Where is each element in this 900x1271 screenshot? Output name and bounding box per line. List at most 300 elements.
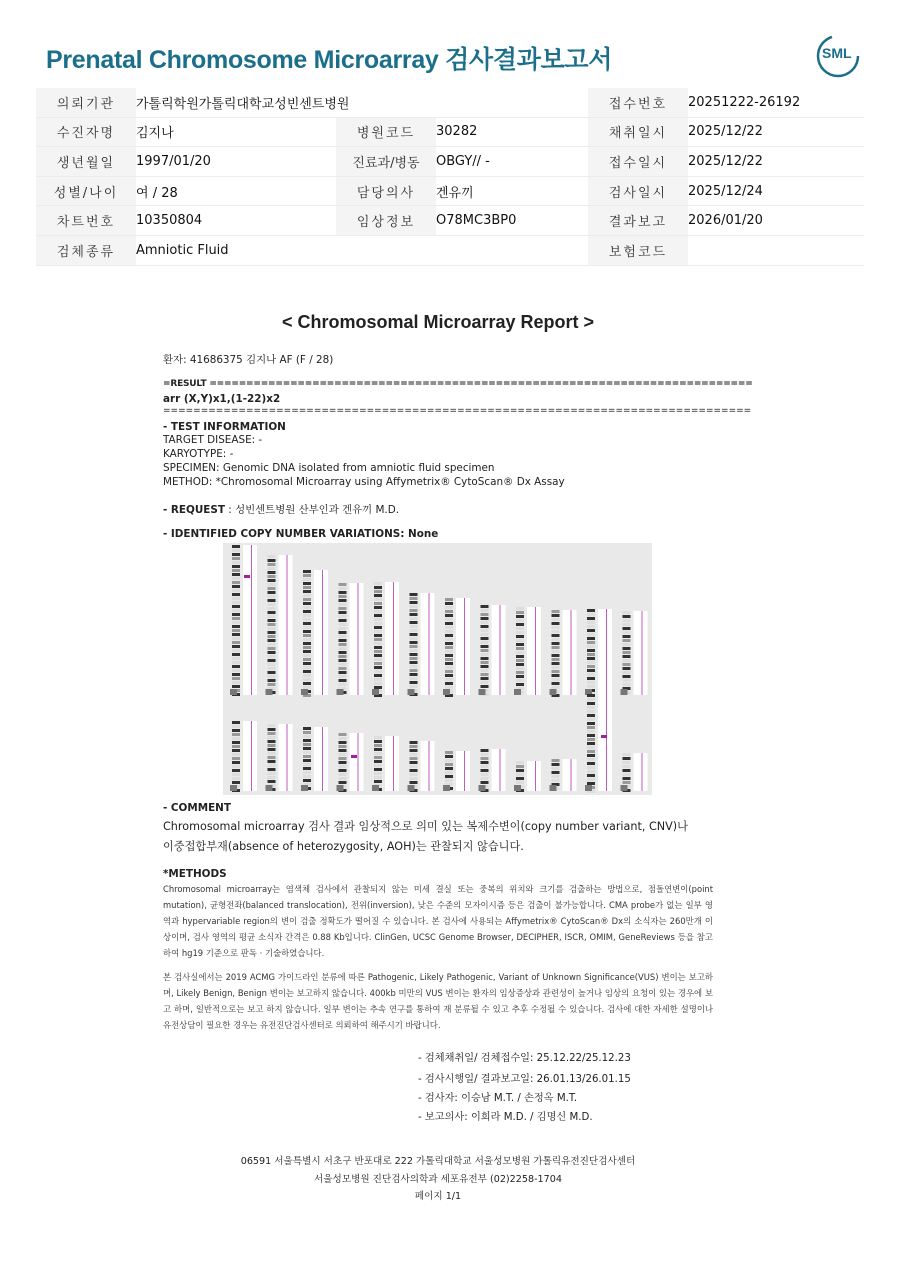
chromosome-track-bg bbox=[421, 741, 435, 791]
chromosome-track-bg bbox=[279, 555, 293, 695]
chromosome-band bbox=[552, 622, 560, 625]
chromosome-band bbox=[623, 615, 631, 618]
chromosome-band bbox=[268, 756, 276, 759]
chromosome-band bbox=[516, 627, 524, 630]
chromosome-band bbox=[587, 617, 595, 620]
copy-number-line bbox=[393, 736, 394, 791]
chromosome-band bbox=[232, 685, 240, 688]
chromosome-band bbox=[516, 683, 524, 686]
copy-number-line bbox=[393, 582, 394, 695]
chromosome-band bbox=[481, 753, 489, 756]
chromosome-band bbox=[303, 755, 311, 758]
copy-number-line bbox=[535, 761, 536, 791]
chromosome-band bbox=[232, 733, 240, 736]
chromosome-band bbox=[445, 618, 453, 621]
target-disease: TARGET DISEASE: - bbox=[163, 434, 263, 446]
chromosome-band bbox=[374, 610, 382, 613]
chromosome-band bbox=[587, 609, 595, 612]
chromosome-band bbox=[339, 595, 347, 598]
copy-number-line bbox=[251, 545, 252, 695]
copy-number-line bbox=[642, 611, 643, 695]
chromosome-band bbox=[587, 746, 595, 749]
chromosome-band bbox=[232, 673, 240, 676]
chromosome-band bbox=[374, 658, 382, 661]
clinical-label: 임상정보 bbox=[336, 206, 436, 236]
chromosome-band bbox=[445, 763, 453, 766]
chromosome-band bbox=[374, 682, 382, 685]
chromosome-band bbox=[232, 749, 240, 752]
chromosome-band bbox=[303, 574, 311, 577]
chromosome-band bbox=[410, 645, 418, 648]
chromosome-band bbox=[303, 751, 311, 754]
chromosome-band bbox=[303, 638, 311, 641]
chromosome-band bbox=[587, 726, 595, 729]
chromosome-band bbox=[374, 744, 382, 747]
chromosome-track-bg bbox=[527, 761, 541, 791]
chromosome-band bbox=[623, 675, 631, 678]
chromosome-band bbox=[303, 686, 311, 689]
copy-number-line bbox=[606, 694, 607, 791]
chromosome-band bbox=[303, 670, 311, 673]
chart-no-label: 차트번호 bbox=[36, 206, 136, 236]
chromosome-band bbox=[623, 781, 631, 784]
chromosome-band bbox=[587, 750, 595, 753]
receipt-no-value: 20251222-26192 bbox=[688, 88, 864, 117]
chromosome-band bbox=[552, 662, 560, 665]
chromosome-band bbox=[268, 683, 276, 686]
chromosome-track-bg bbox=[598, 694, 612, 791]
chromosome-band bbox=[481, 653, 489, 656]
chromosome-band bbox=[587, 629, 595, 632]
chromosome-band bbox=[268, 635, 276, 638]
karyotype: KARYOTYPE: - bbox=[163, 448, 234, 460]
chromosome-band bbox=[623, 659, 631, 662]
copy-number-line bbox=[464, 751, 465, 791]
chromosome-band bbox=[552, 763, 560, 766]
footer-lab: 서울성모병원 진단검사의학과 세포유전부 (02)2258-1704 bbox=[314, 1174, 562, 1185]
chromosome-band bbox=[552, 618, 560, 621]
chromosome-band bbox=[410, 661, 418, 664]
chromosome-band bbox=[587, 669, 595, 672]
chromosome-label-box bbox=[372, 785, 379, 791]
dept-label: 진료과/병동 bbox=[336, 147, 436, 177]
chromosome-band bbox=[481, 613, 489, 616]
chromosome-band bbox=[374, 634, 382, 637]
sex-age-value: 여 / 28 bbox=[136, 176, 336, 206]
comment-line-2: 이중접합부재(absence of heterozygosity, AOH)는 관찰되지 않습니다. bbox=[163, 840, 524, 853]
chromosome-label-box bbox=[550, 785, 557, 791]
chromosome-band bbox=[587, 710, 595, 713]
chromosome-track-bg bbox=[563, 759, 577, 791]
chromosome-band bbox=[587, 734, 595, 737]
chromosome-band bbox=[623, 651, 631, 654]
chromosome-band bbox=[339, 627, 347, 630]
chromosome-band bbox=[587, 677, 595, 680]
chromosome-label-box bbox=[514, 785, 521, 791]
chromosome-band bbox=[303, 570, 311, 573]
chromosome-band bbox=[445, 662, 453, 665]
chromosome-band bbox=[623, 765, 631, 768]
chromosome-band bbox=[552, 614, 560, 617]
chromosome-band bbox=[303, 626, 311, 629]
chromosome-band bbox=[587, 657, 595, 660]
collect-date-value: 2025/12/22 bbox=[688, 117, 864, 147]
chromosome-band bbox=[268, 579, 276, 582]
chromosome-band bbox=[232, 745, 240, 748]
receipt-no-label: 접수번호 bbox=[588, 88, 688, 117]
specimen-label: 검체종류 bbox=[36, 235, 136, 265]
chromosome-track-bg bbox=[456, 751, 470, 791]
copy-number-line bbox=[500, 605, 501, 695]
chromosome-band bbox=[303, 602, 311, 605]
chromosome-band bbox=[516, 663, 524, 666]
chromosome-band bbox=[410, 625, 418, 628]
chromosome-band bbox=[481, 605, 489, 608]
chromosome-band bbox=[516, 619, 524, 622]
chromosome-band bbox=[232, 761, 240, 764]
chromosome-band bbox=[587, 714, 595, 717]
chromosome-band bbox=[445, 654, 453, 657]
chromosome-band bbox=[445, 598, 453, 601]
chromosome-band bbox=[481, 649, 489, 652]
chromosome-band bbox=[481, 629, 489, 632]
chromosome-band bbox=[339, 647, 347, 650]
comment-heading: - COMMENT bbox=[163, 802, 231, 814]
chromosome-band bbox=[268, 780, 276, 783]
chromosome-band bbox=[587, 722, 595, 725]
chromosome-band bbox=[339, 631, 347, 634]
chromosome-band bbox=[268, 647, 276, 650]
copy-number-line bbox=[358, 733, 359, 791]
patient-info-table bbox=[36, 88, 864, 266]
chromosome-band bbox=[481, 637, 489, 640]
chromosome-band bbox=[481, 777, 489, 780]
chromosome-band bbox=[339, 603, 347, 606]
chromosome-label-box bbox=[621, 785, 628, 791]
chromosome-ideogram-panel bbox=[223, 543, 652, 795]
copy-number-line bbox=[322, 570, 323, 695]
chromosome-band bbox=[374, 678, 382, 681]
patient-label: 수진자명 bbox=[36, 117, 136, 147]
chromosome-band bbox=[410, 629, 418, 632]
copy-number-line bbox=[464, 598, 465, 695]
chromosome-label-box bbox=[337, 689, 344, 695]
chromosome-band bbox=[232, 597, 240, 600]
chromosome-band bbox=[481, 673, 489, 676]
chromosome-band bbox=[481, 669, 489, 672]
chromosome-band bbox=[552, 686, 560, 689]
chromosome-band bbox=[268, 732, 276, 735]
dept-value: OBGY// - bbox=[436, 147, 588, 177]
chromosome-band bbox=[587, 653, 595, 656]
chromosome-band bbox=[587, 645, 595, 648]
chromosome-band bbox=[374, 740, 382, 743]
chromosome-band bbox=[516, 777, 524, 780]
chromosome-band bbox=[623, 639, 631, 642]
chromosome-band bbox=[623, 619, 631, 622]
chromosome-band bbox=[410, 657, 418, 660]
chromosome-band bbox=[268, 728, 276, 731]
microarray-report-title: < Chromosomal Microarray Report > bbox=[281, 312, 595, 332]
chromosome-band bbox=[339, 623, 347, 626]
chromosome-band bbox=[303, 775, 311, 778]
chromosome-band bbox=[516, 631, 524, 634]
chromosome-band bbox=[232, 569, 240, 572]
chromosome-band bbox=[587, 774, 595, 777]
chromosome-band bbox=[516, 643, 524, 646]
chromosome-band bbox=[516, 765, 524, 768]
chromosome-band bbox=[232, 637, 240, 640]
chromosome-band bbox=[623, 635, 631, 638]
chromosome-band bbox=[445, 642, 453, 645]
hospital-code-label: 병원코드 bbox=[336, 117, 436, 147]
chromosome-band bbox=[552, 610, 560, 613]
cnv-marker bbox=[244, 575, 250, 578]
chromosome-band bbox=[623, 753, 631, 756]
chromosome-band bbox=[339, 599, 347, 602]
chromosome-band bbox=[552, 767, 560, 770]
chromosome-band bbox=[232, 757, 240, 760]
chromosome-track-bg bbox=[350, 583, 364, 695]
chromosome-band bbox=[374, 654, 382, 657]
chromosome-band bbox=[232, 605, 240, 608]
chromosome-band bbox=[516, 655, 524, 658]
signature-line-2: - 검사시행일/ 결과보고일: 26.01.13/26.01.15 bbox=[418, 1074, 631, 1085]
method-line: METHOD: *Chromosomal Microarray using Affymetrix® CytoScan® Dx Assay bbox=[163, 476, 565, 488]
chromosome-band bbox=[516, 781, 524, 784]
chromosome-label-box bbox=[372, 689, 379, 695]
chromosome-label-box bbox=[266, 689, 273, 695]
chromosome-band bbox=[587, 685, 595, 688]
chromosome-band bbox=[410, 673, 418, 676]
chromosome-band bbox=[481, 757, 489, 760]
chromosome-label-box bbox=[479, 689, 486, 695]
chromosome-band bbox=[516, 607, 524, 610]
chromosome-band bbox=[268, 671, 276, 674]
chromosome-band bbox=[410, 609, 418, 612]
chromosome-band bbox=[303, 662, 311, 665]
chromosome-band bbox=[268, 627, 276, 630]
chromosome-band bbox=[623, 631, 631, 634]
chromosome-band bbox=[268, 587, 276, 590]
chromosome-band bbox=[481, 781, 489, 784]
chromosome-band bbox=[232, 725, 240, 728]
chromosome-band bbox=[587, 641, 595, 644]
chromosome-band bbox=[232, 665, 240, 668]
chromosome-band bbox=[232, 729, 240, 732]
chromosome-band bbox=[232, 549, 240, 552]
chromosome-band bbox=[303, 739, 311, 742]
chromosome-band bbox=[303, 586, 311, 589]
chromosome-track-bg bbox=[421, 593, 435, 695]
footer-address: 06591 서울특별시 서초구 반포대로 222 가톨릭대학교 서울성모병원 가톨릭유전진단검사센터 bbox=[240, 1156, 636, 1167]
cnv-heading: - IDENTIFIED COPY NUMBER VARIATIONS: None bbox=[163, 528, 439, 540]
chromosome-band bbox=[623, 683, 631, 686]
chromosome-band bbox=[481, 681, 489, 684]
chromosome-band bbox=[268, 571, 276, 574]
clinical-value: O78MC3BP0 bbox=[436, 206, 588, 236]
chromosome-band bbox=[268, 575, 276, 578]
chromosome-band bbox=[268, 623, 276, 626]
chromosome-track-bg bbox=[243, 545, 257, 695]
chromosome-band bbox=[339, 757, 347, 760]
cnv-marker bbox=[601, 735, 607, 738]
hospital-code-value: 30282 bbox=[436, 117, 588, 147]
chromosome-band bbox=[374, 674, 382, 677]
chromosome-band bbox=[587, 694, 595, 697]
chromosome-band bbox=[410, 769, 418, 772]
chromosome-band bbox=[303, 731, 311, 734]
chromosome-band bbox=[303, 630, 311, 633]
chromosome-band bbox=[268, 643, 276, 646]
chromosome-band bbox=[268, 563, 276, 566]
chromosome-band bbox=[232, 601, 240, 604]
chromosome-band bbox=[410, 685, 418, 688]
chromosome-band bbox=[268, 607, 276, 610]
chromosome-band bbox=[232, 561, 240, 564]
chromosome-band bbox=[232, 625, 240, 628]
chromosome-band bbox=[268, 591, 276, 594]
chromosome-band bbox=[481, 677, 489, 680]
chromosome-band bbox=[232, 553, 240, 556]
chromosome-band bbox=[303, 606, 311, 609]
chromosome-band bbox=[445, 666, 453, 669]
chromosome-band bbox=[374, 586, 382, 589]
copy-number-line bbox=[287, 555, 288, 695]
chromosome-band bbox=[623, 679, 631, 682]
chromosome-band bbox=[374, 598, 382, 601]
copy-number-line bbox=[642, 753, 643, 791]
chromosome-band bbox=[623, 671, 631, 674]
chromosome-band bbox=[623, 611, 631, 614]
copy-number-line bbox=[500, 749, 501, 791]
methods-paragraph-1: Chromosomal microarray는 염색체 검사에서 관찰되지 않는 미세 결실 또는 중복의 위치와 크기를 검출하는 방법으로, 점돌연변이(point mutation), 균형전좌(balanced translocation), 전위(inversion), 낮은 수준의 모자이시즘 등은 검출이 불가능합니다. CMA probe가 없는 일부 영역과 hypervariable region의 변이 검출 정확도가 떨어질 수 있습니다. 본 검사에 사용되는 Affymetrix® CytoScan® Dx의 소식자는 260만개 이상이며, 검사 영역의 평균 소식자 간격은 0.88 Kb입니다. ClinGen, UCSC Genome Browser, DECIPHER, ISCR, OMIM, GeneReviews 등을 참고하여 hg19 기준으로 판독 · 기술하였습니다. bbox=[163, 884, 713, 958]
chromosome-band bbox=[268, 724, 276, 727]
chromosome-band bbox=[410, 741, 418, 744]
chromosome-band bbox=[268, 583, 276, 586]
chromosome-band bbox=[374, 748, 382, 751]
methods-heading: *METHODS bbox=[163, 868, 227, 880]
request-value: : 성빈센트병원 산부인과 겐유끼 M.D. bbox=[224, 504, 400, 516]
chromosome-band bbox=[268, 663, 276, 666]
chromosome-band bbox=[268, 776, 276, 779]
chromosome-band bbox=[516, 675, 524, 678]
chromosome-band bbox=[481, 769, 489, 772]
chromosome-band bbox=[232, 633, 240, 636]
chromosome-band bbox=[339, 663, 347, 666]
chromosome-band bbox=[623, 773, 631, 776]
chromosome-band bbox=[232, 581, 240, 584]
chromosome-band bbox=[516, 679, 524, 682]
doctor-label: 담당의사 bbox=[336, 176, 436, 206]
chromosome-band bbox=[623, 667, 631, 670]
chromosome-band bbox=[374, 594, 382, 597]
chromosome-band bbox=[552, 678, 560, 681]
chromosome-band bbox=[232, 557, 240, 560]
chromosome-band bbox=[516, 639, 524, 642]
chromosome-band bbox=[516, 769, 524, 772]
chromosome-band bbox=[552, 771, 560, 774]
chromosome-band bbox=[552, 779, 560, 782]
chromosome-band bbox=[587, 766, 595, 769]
chromosome-band bbox=[587, 665, 595, 668]
chromosome-band bbox=[516, 651, 524, 654]
chromosome-band bbox=[445, 779, 453, 782]
chromosome-band bbox=[552, 775, 560, 778]
chromosome-band bbox=[410, 621, 418, 624]
chromosome-band bbox=[339, 753, 347, 756]
chromosome-band bbox=[410, 781, 418, 784]
chromosome-band bbox=[232, 657, 240, 660]
chromosome-band bbox=[232, 585, 240, 588]
chromosome-label-box bbox=[408, 785, 415, 791]
chromosome-band bbox=[374, 606, 382, 609]
chromosome-band bbox=[374, 760, 382, 763]
chromosome-band bbox=[445, 751, 453, 754]
chromosome-track-bg bbox=[385, 582, 399, 695]
chromosome-band bbox=[374, 736, 382, 739]
report-date-label: 결과보고 bbox=[588, 206, 688, 236]
chromosome-band bbox=[339, 769, 347, 772]
chromosome-band bbox=[587, 633, 595, 636]
chromosome-band bbox=[268, 619, 276, 622]
chromosome-band bbox=[268, 559, 276, 562]
chromosome-band bbox=[268, 764, 276, 767]
chromosome-band bbox=[410, 749, 418, 752]
chromosome-band bbox=[445, 658, 453, 661]
chromosome-band bbox=[303, 654, 311, 657]
chromosome-band bbox=[339, 655, 347, 658]
referring-label: 의뢰기관 bbox=[36, 88, 136, 117]
chromosome-band bbox=[410, 765, 418, 768]
chromosome-band bbox=[303, 618, 311, 621]
chromosome-band bbox=[232, 765, 240, 768]
chromosome-band bbox=[268, 744, 276, 747]
chromosome-band bbox=[587, 718, 595, 721]
chromosome-band bbox=[445, 678, 453, 681]
chromosome-band bbox=[587, 625, 595, 628]
chromosome-band bbox=[623, 655, 631, 658]
chromosome-band bbox=[445, 646, 453, 649]
chromosome-band bbox=[516, 671, 524, 674]
chromosome-band bbox=[232, 621, 240, 624]
chromosome-band bbox=[410, 637, 418, 640]
chromosome-track-bg bbox=[243, 721, 257, 791]
chromosome-band bbox=[445, 686, 453, 689]
chromosome-band bbox=[339, 781, 347, 784]
chromosome-label-box bbox=[301, 785, 308, 791]
chromosome-band bbox=[303, 582, 311, 585]
chromosome-band bbox=[587, 778, 595, 781]
chromosome-band bbox=[374, 780, 382, 783]
chromosome-band bbox=[481, 609, 489, 612]
chromosome-band bbox=[232, 669, 240, 672]
chromosome-band bbox=[232, 565, 240, 568]
chromosome-band bbox=[339, 741, 347, 744]
chromosome-band bbox=[268, 615, 276, 618]
patient-line: 환자: 41686375 김지나 AF (F / 28) bbox=[163, 354, 334, 366]
chromosome-band bbox=[339, 777, 347, 780]
chromosome-band bbox=[268, 748, 276, 751]
chromosome-band bbox=[587, 698, 595, 701]
chromosome-band bbox=[303, 622, 311, 625]
chromosome-band bbox=[445, 630, 453, 633]
chromosome-band bbox=[410, 653, 418, 656]
chromosome-band bbox=[232, 649, 240, 652]
chromosome-band bbox=[303, 650, 311, 653]
chromosome-band bbox=[410, 677, 418, 680]
chromosome-band bbox=[552, 682, 560, 685]
